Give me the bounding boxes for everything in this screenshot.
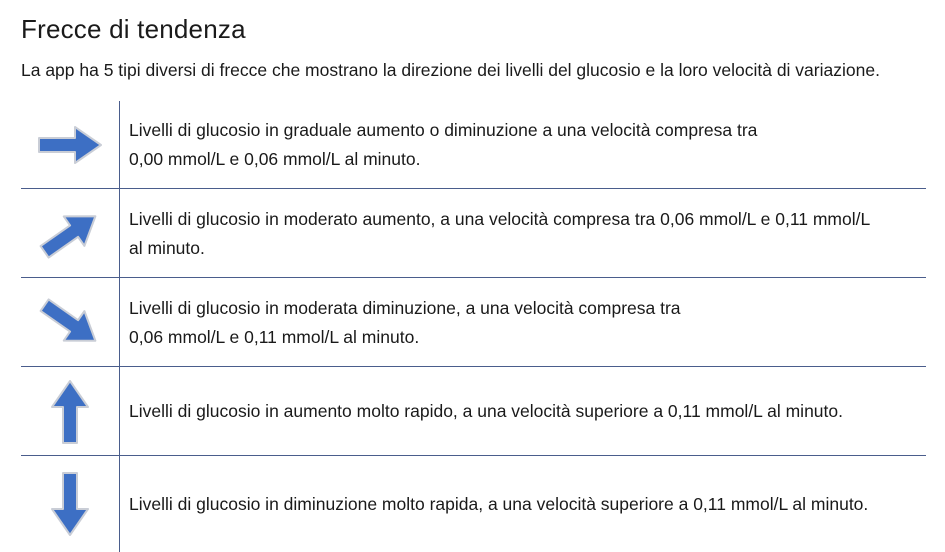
arrow-down-right-icon bbox=[35, 293, 105, 353]
table-row bbox=[21, 101, 926, 189]
table-row bbox=[21, 278, 926, 367]
intro-text: La app ha 5 tipi diversi di frecce che mostrano la direzione dei livelli del glucosio e la loro velocità di variazione. bbox=[21, 60, 880, 80]
table-row bbox=[21, 189, 926, 278]
arrow-down-icon bbox=[47, 469, 93, 539]
arrow-up-icon bbox=[47, 377, 93, 447]
row-description-line: Livelli di glucosio in graduale aumento o diminuzione a una velocità compresa tra bbox=[129, 120, 758, 140]
arrow-right-icon bbox=[35, 122, 105, 168]
row-description-line: 0,06 mmol/L e 0,11 mmol/L al minuto. bbox=[129, 326, 420, 347]
table-row bbox=[21, 367, 926, 456]
row-description-line: Livelli di glucosio in moderato aumento, a una velocità compresa tra 0,06 mmol/L e 0,11 mmol/L bbox=[129, 208, 871, 229]
table-row bbox=[21, 456, 926, 552]
row-description-line: Livelli di glucosio in moderata diminuzione, a una velocità compresa tra bbox=[129, 297, 681, 318]
page-title: Frecce di tendenza bbox=[21, 14, 246, 44]
trend-arrows-table bbox=[21, 101, 926, 552]
row-description-line: Livelli di glucosio in diminuzione molto rapida, a una velocità superiore a 0,11 mmol/L al minuto. bbox=[129, 493, 869, 514]
row-description-line: al minuto. bbox=[129, 237, 205, 258]
row-description-line: Livelli di glucosio in aumento molto rapido, a una velocità superiore a 0,11 mmol/L al minuto. bbox=[129, 401, 843, 421]
arrow-up-right-icon bbox=[35, 204, 105, 264]
row-description-line: 0,00 mmol/L e 0,06 mmol/L al minuto. bbox=[129, 149, 421, 169]
